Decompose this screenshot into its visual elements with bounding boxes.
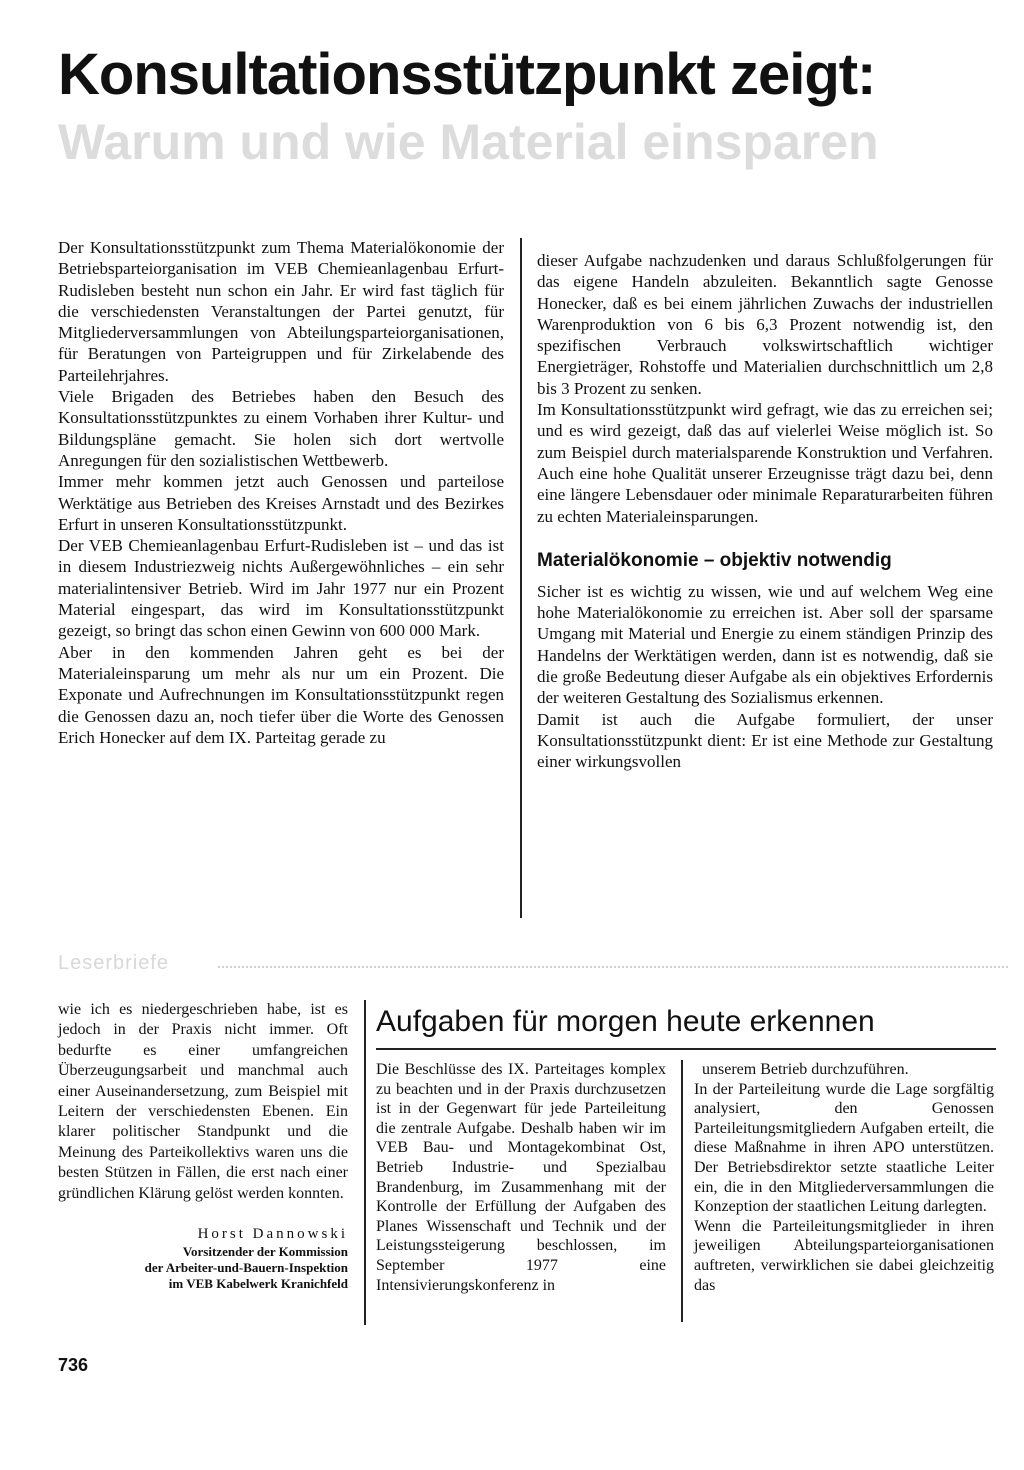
paragraph: Im Konsultationsstützpunkt wird gefragt, wie das zu erreichen sei; und es wird gezeigt, daß das auf vielerlei Weise möglich ist. So zum Beispiel durch materialsparende Konstruktion und Verfahren. Auch eine hohe Qualität unserer Erzeugnisse trägt dazu bei, denn eine längere Lebensdauer oder minimale Reparaturarbeiten führen zu echten Materialeinsparungen. xyxy=(537,400,993,526)
paragraph: unserem Betrieb durchzuführen. xyxy=(702,1061,909,1078)
paragraph: dieser Aufgabe nachzudenken und daraus Schlußfolgerungen für das eigene Handeln abzuleiten. Bekanntlich sagte Genosse Honecker, daß es bei einem jährlichen Zuwachs der industriellen Warenproduktion von 6 bis 6,3 Prozent notwendig ist, den spezifischen Verbrauch volkswirtschaftlich wichtiger Energieträger, Rohstoffe und Materialien durchschnittlich um 2,8 bis 3 Prozent zu senken. xyxy=(537,251,993,398)
column-divider xyxy=(364,1000,366,1325)
section-heading: Materialökonomie – objektiv notwendig xyxy=(537,549,892,571)
column-divider xyxy=(681,1060,683,1322)
paragraph: Aber in den kommenden Jahren geht es bei der Materialeinsparung um mehr als nur um ein Prozent. Die Exponate und Aufrechnungen im Konsultationsstützpunkt regen die Genossen dazu an, noch tiefer über die Worte des Genossen Erich Honecker auf dem IX. Parteitag gerade zu xyxy=(58,642,504,747)
article-column-2 xyxy=(537,250,993,773)
paragraph: Damit ist auch die Aufgabe formuliert, der unser Konsultationsstützpunkt dient: Er ist eine Methode zur Gestaltung einer wirkungsvollen xyxy=(537,709,993,772)
paragraph: Immer mehr kommen jetzt auch Genossen und parteilose Werktätige aus Betrieben des Kreises Arnstadt und des Bezirkes Erfurt in unseren Konsultationsstützpunkt. xyxy=(58,472,504,534)
page-number: 736 xyxy=(58,1355,89,1375)
paragraph: In der Parteileitung wurde die Lage sorgfältig analysiert, den Genossen Parteileitungsmitgliedern Aufgaben erteilt, die diese Maßnahme in ihren APO unterstützen. Der Betriebsdirektor setzte staatliche Leiter ein, die in den Mitgliederversammlungen die Konzeption der staatlichen Leitung darlegten. xyxy=(694,1080,994,1216)
article2-column-1 xyxy=(376,1060,666,1295)
paragraph: Sicher ist es wichtig zu wissen, wie und auf welchem Weg eine hohe Materialökonomie zu erreichen ist. Aber soll der sparsame Umgang mit Material und Energie zu einem ständigen Prinzip des Handelns der Werktätigen werden, dann ist es notwendig, daß sie die große Bedeutung dieser Aufgabe als ein objektives Erfordernis der weiteren Gestaltung des Sozialismus erkennen. xyxy=(537,581,993,708)
letter-author-role: der Arbeiter-und-Bauern-Inspektion xyxy=(144,1260,348,1276)
article2-title: Aufgaben für morgen heute erkennen xyxy=(376,1005,875,1038)
letter-text: wie ich es niedergeschrieben habe, ist es jedoch in der Praxis nicht immer. Oft bedurfte es einer umfangreichen Überzeugungsarbeit und manchmal auch einer Auseinandersetzung, zum Beispiel mit Leitern der verschiedensten Ebenen. Ein klarer politischer Standpunkt und die Meinung des Parteikollektivs waren uns die besten Stützen in Fällen, die erst nach einer gründlichen Klärung gelöst werden konnten. xyxy=(58,1001,348,1202)
article-headline: Konsultationsstützpunkt zeigt: xyxy=(58,42,876,107)
paragraph: Der VEB Chemieanlagenbau Erfurt-Rudisleben ist – und das ist in diesem Industriezweig nichts Außergewöhnliches – ein sehr materialintensiver Betrieb. Wird im Jahr 1977 nur ein Prozent Material eingespart, das wird im Konsultationsstützpunkt gezeigt, so bringt das schon einen Gewinn von 600 000 Mark. xyxy=(58,536,504,641)
paragraph: Wenn die Parteileitungsmitglieder in ihren jeweiligen Abteilungsparteiorganisationen auftreten, verwirklichen sie dabei gleichzeitig das xyxy=(694,1217,994,1294)
title-rule xyxy=(376,1048,996,1050)
letter-author: Horst Dannowski xyxy=(197,1226,348,1243)
paragraph: Viele Brigaden des Betriebes haben den Besuch des Konsultationsstützpunktes zu einem Vorhaben ihrer Kultur- und Bildungspläne gemacht. Sie holen sich dort wertvolle Anregungen für den sozialistischen Wettbewerb. xyxy=(58,387,504,470)
letter-author-role: im VEB Kabelwerk Kranichfeld xyxy=(168,1276,348,1292)
paragraph: Die Beschlüsse des IX. Parteitages komplex zu beachten und in der Praxis durchzusetzen ist in der Gegenwart für jede Parteileitung die zentrale Aufgabe. Deshalb haben wir im VEB Bau- und Montagekombinat Ost, Betrieb Industrie- und Spezialbau Brandenburg, im Zusammenhang mit der Kontrolle der Erfüllung der Aufgaben des Planes Wissenschaft und Technik und der Leistungssteigerung beschlossen, im September 1977 eine Intensivierungskonferenz in xyxy=(376,1061,666,1294)
section-divider xyxy=(218,966,1008,968)
article-column-1 xyxy=(58,237,504,748)
column-divider xyxy=(520,238,522,918)
article-subheadline: Warum und wie Material einsparen xyxy=(58,114,879,170)
article2-column-2 xyxy=(694,1060,994,1295)
section-label: Leserbriefe xyxy=(58,952,170,974)
letter-author-role: Vorsitzender der Kommission xyxy=(182,1244,348,1260)
paragraph: Der Konsultationsstützpunkt zum Thema Materialökonomie der Betriebsparteiorganisation im VEB Chemieanlagenbau Erfurt-Rudisleben besteht nun schon ein Jahr. Er wird fast täglich für die verschiedensten Veranstaltungen der Partei genutzt, für Mitgliederversammlungen von Abteilungsparteiorganisationen, für Beratungen von Parteigruppen und für Zirkelabende des Parteilehrjahres. xyxy=(58,238,504,385)
reader-letter-column xyxy=(58,1000,348,1292)
